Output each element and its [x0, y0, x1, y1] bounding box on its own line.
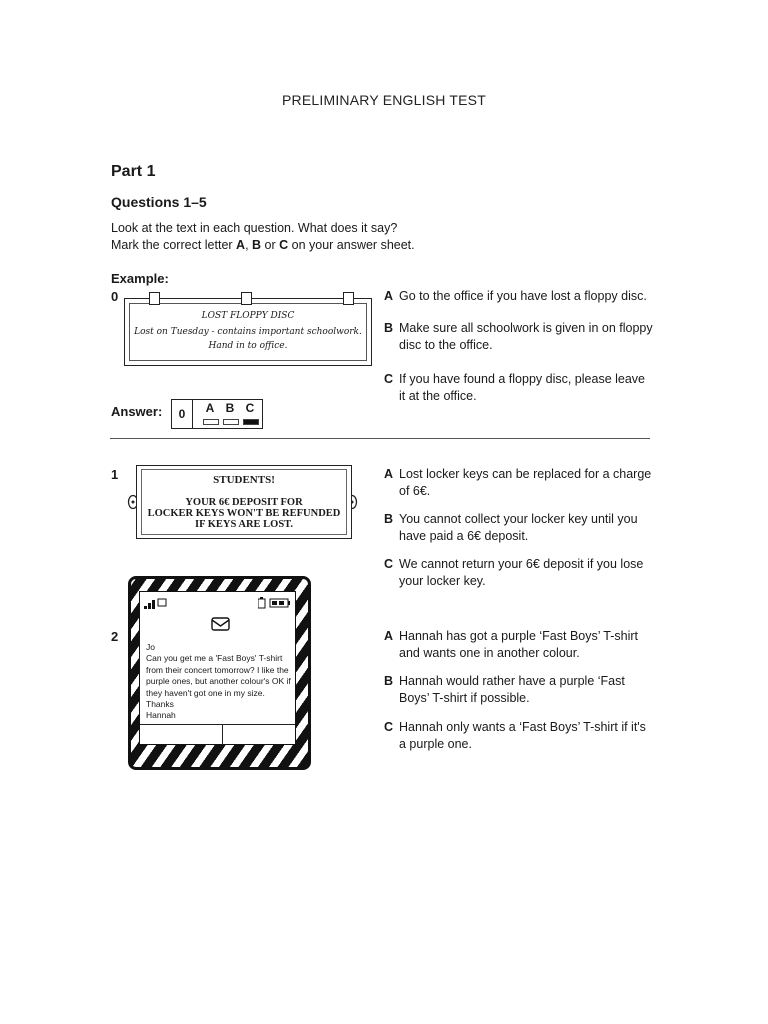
- instructions: [111, 220, 415, 254]
- instr-letter-a: A: [236, 238, 246, 252]
- instr-mid1: ,: [245, 238, 253, 252]
- instr-post: on your answer sheet.: [288, 238, 415, 252]
- instr-mid2: or: [261, 238, 280, 252]
- option-text: You cannot collect your locker key until you have paid a 6€ deposit.: [399, 512, 638, 543]
- option-letter: B: [384, 512, 394, 526]
- option-text: Make sure all schoolwork is given in on floppy disc to the office.: [399, 321, 653, 352]
- clip-icon: [241, 292, 252, 305]
- q1-notice-line2: LOCKER KEYS WON'T BE REFUNDED: [147, 508, 341, 519]
- message-to: Jo: [146, 642, 155, 652]
- answer-box: [171, 399, 263, 429]
- page-header: PRELIMINARY ENGLISH TEST: [282, 92, 486, 108]
- option-text: We cannot return your 6€ deposit if you lose your locker key.: [399, 557, 644, 588]
- phone-screen: [139, 591, 296, 745]
- q1-notice-title: STUDENTS!: [213, 474, 275, 486]
- example-notice-line1: Lost on Tuesday - contains important schoolwork.: [134, 327, 362, 337]
- option-letter: C: [384, 372, 394, 386]
- message-text: [146, 642, 296, 722]
- example-option-a: [384, 288, 654, 305]
- example-notice: [124, 298, 372, 366]
- instr-letter-c: C: [279, 238, 289, 252]
- answer-label: Answer:: [111, 404, 163, 419]
- phone-illustration: [128, 576, 311, 770]
- option-letter: B: [384, 321, 394, 335]
- example-notice-title: LOST FLOPPY DISC: [201, 311, 295, 321]
- soft-keys-bar: [140, 724, 295, 745]
- option-letter: A: [384, 467, 394, 481]
- option-text: Lost locker keys can be replaced for a charge of 6€.: [399, 467, 652, 498]
- example-number: 0: [111, 289, 119, 304]
- q1-notice: [136, 465, 352, 539]
- q1-option-b: [384, 511, 654, 544]
- option-letter: C: [384, 557, 394, 571]
- option-letter: A: [384, 629, 394, 643]
- q2-option-c: [384, 719, 654, 752]
- clip-icon: [149, 292, 160, 305]
- message-from: Hannah: [146, 710, 176, 721]
- answer-mark-c: [243, 419, 259, 425]
- answer-letter-c: C: [245, 401, 255, 415]
- part-title: Part 1: [111, 163, 156, 180]
- option-text: If you have found a floppy disc, please leave it at the office.: [399, 372, 645, 403]
- q2-option-a: [384, 628, 654, 661]
- option-letter: A: [384, 289, 394, 303]
- answer-number: 0: [172, 400, 193, 428]
- q1-number: 1: [111, 467, 119, 482]
- option-text: Hannah only wants a ‘Fast Boys’ T-shirt if it's a purple one.: [399, 720, 646, 751]
- answer-letters: [200, 401, 260, 415]
- example-notice-line2: Hand in to office.: [208, 341, 288, 351]
- example-option-b: [384, 320, 654, 353]
- option-letter: C: [384, 720, 394, 734]
- option-text: Hannah would rather have a purple ‘Fast Boys’ T-shirt if possible.: [399, 674, 625, 705]
- q2-option-b: [384, 673, 654, 706]
- example-option-c: [384, 371, 654, 404]
- instr-letter-b: B: [252, 238, 262, 252]
- signal-icon: [144, 598, 172, 610]
- clip-icon: [343, 292, 354, 305]
- answer-letter-b: B: [225, 401, 235, 415]
- soft-key-divider: [222, 725, 223, 745]
- instructions-line-1: Look at the text in each question. What does it say?: [111, 221, 398, 235]
- answer-letter-a: A: [205, 401, 215, 415]
- section-divider: [110, 438, 650, 439]
- option-text: Hannah has got a purple ‘Fast Boys’ T-shirt and wants one in another colour.: [399, 629, 639, 660]
- answer-mark-b: [223, 419, 239, 425]
- q2-number: 2: [111, 629, 119, 644]
- instructions-line-2: [111, 237, 415, 254]
- example-label: Example:: [111, 271, 169, 286]
- instr-pre: Mark the correct letter: [111, 238, 237, 252]
- envelope-icon: [210, 614, 232, 634]
- questions-range: Questions 1–5: [111, 194, 207, 210]
- message-body: Can you get me a 'Fast Boys' T-shirt from their concert tomorrow? I like the purple ones, but another colour's OK if they haven't got one in my size.: [146, 653, 291, 698]
- message-signoff: Thanks: [146, 699, 174, 710]
- option-letter: B: [384, 674, 394, 688]
- option-text: Go to the office if you have lost a floppy disc.: [399, 289, 647, 303]
- q1-notice-line3: IF KEYS ARE LOST.: [194, 519, 294, 530]
- q1-option-a: [384, 466, 654, 499]
- battery-icon: [258, 597, 292, 609]
- q1-option-c: [384, 556, 654, 589]
- answer-mark-a: [203, 419, 219, 425]
- q1-notice-line1: YOUR 6€ DEPOSIT FOR: [185, 497, 303, 508]
